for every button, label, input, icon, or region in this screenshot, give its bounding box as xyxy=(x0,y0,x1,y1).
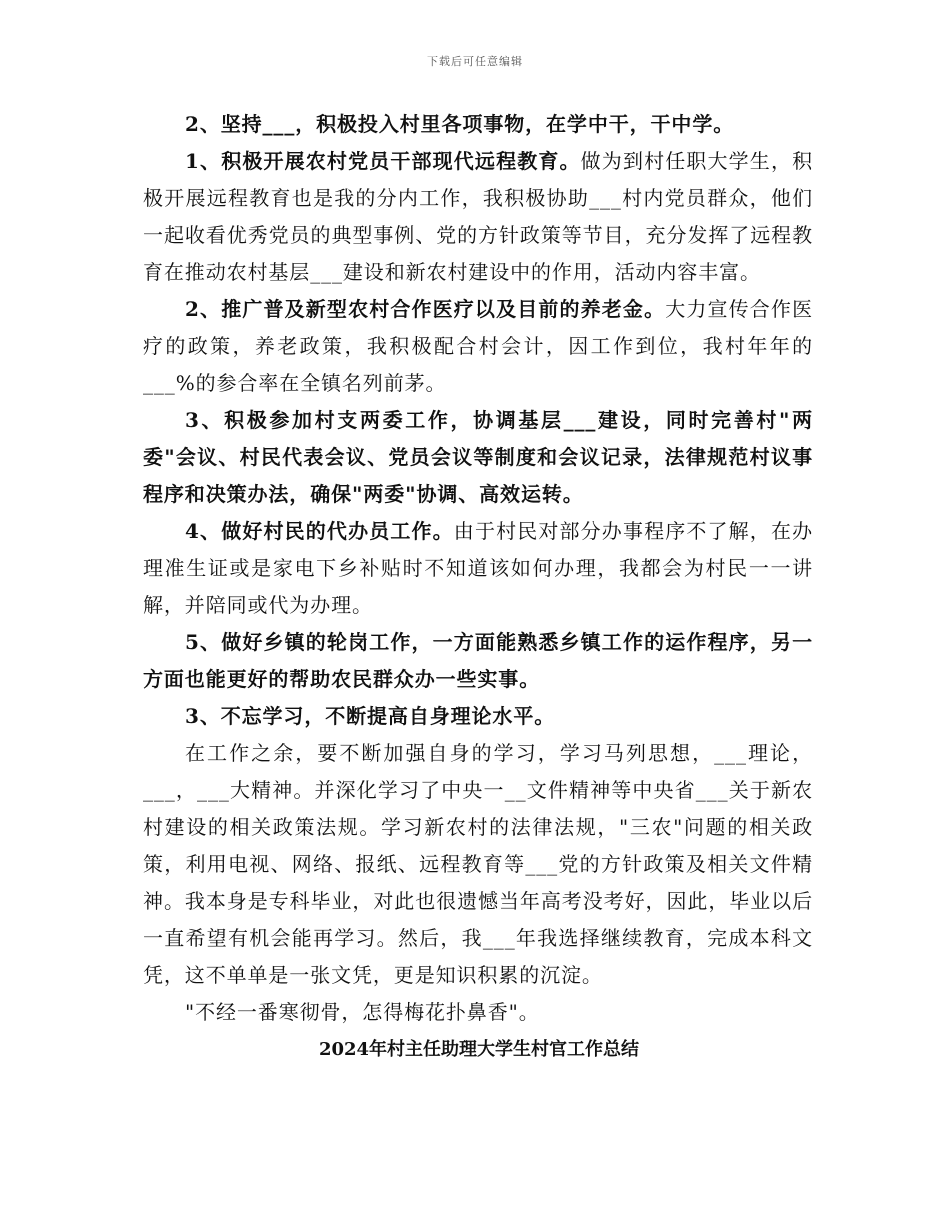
document-body xyxy=(143,106,813,1068)
item-4-heading: 4、做好村民的代办员工作。 xyxy=(185,519,454,543)
item-1-paragraph xyxy=(143,143,813,291)
item-2-paragraph xyxy=(143,291,813,402)
item-4-paragraph xyxy=(143,513,813,624)
next-document-title: 2024年村主任助理大学生村官工作总结 xyxy=(318,1039,640,1060)
item-2-heading: 2、推广普及新型农村合作医疗以及目前的养老金。 xyxy=(185,297,666,321)
study-paragraph: 在工作之余，要不断加强自身的学习，学习马列思想，___理论，___，___大精神。并深化学习了中央一__文件精神等中央省___关于新农村建设的相关政策法规。学习新农村的法律法规，"三农"问题的相关政策，利用电视、网络、报纸、远程教育等___党的方针政策及相关文件精神。我本身是专科毕业，对此也很遗憾当年高考没考好，因此，毕业以后一直希望有机会能再学习。然后，我___年我选择继续教育，完成本科文凭，这不单单是一张文凭，更是知识积累的沉淀。 xyxy=(143,741,813,987)
quote-line: "不经一番寒彻骨，怎得梅花扑鼻香"。 xyxy=(185,1000,540,1024)
page-header: 下载后可任意编辑 xyxy=(427,55,523,68)
section-2-heading: 2、坚持___，积极投入村里各项事物，在学中干，干中学。 xyxy=(185,112,735,136)
section-3-heading: 3、不忘学习，不断提高自身理论水平。 xyxy=(185,704,556,728)
item-5-paragraph: 5、做好乡镇的轮岗工作，一方面能熟悉乡镇工作的运作程序，另一方面也能更好的帮助农民群众办一些实事。 xyxy=(143,630,813,691)
item-4-text: 由于村民对部分办事程序不了解，在办理准生证或是家电下乡补贴时不知道该如何办理，我都会为村民一一讲解，并陪同或代为办理。 xyxy=(143,519,813,617)
item-2-text: 大力宣传合作医疗的政策，养老政策，我积极配合村会计，因工作到位，我村年年的___%的参合率在全镇名列前茅。 xyxy=(143,297,813,395)
item-3-paragraph: 3、积极参加村支两委工作，协调基层___建设，同时完善村"两委"会议、村民代表会议、党员会议等制度和会议记录，法律规范村议事程序和决策办法，确保"两委"协调、高效运转。 xyxy=(143,408,813,506)
item-1-heading: 1、积极开展农村党员干部现代远程教育。 xyxy=(185,149,581,173)
item-1-text: 做为到村任职大学生，积极开展远程教育也是我的分内工作，我积极协助___村内党员群众，他们一起收看优秀党员的典型事例、党的方针政策等节目，充分发挥了远程教育在推动农村基层___建设和新农村建设中的作用，活动内容丰富。 xyxy=(143,149,813,284)
